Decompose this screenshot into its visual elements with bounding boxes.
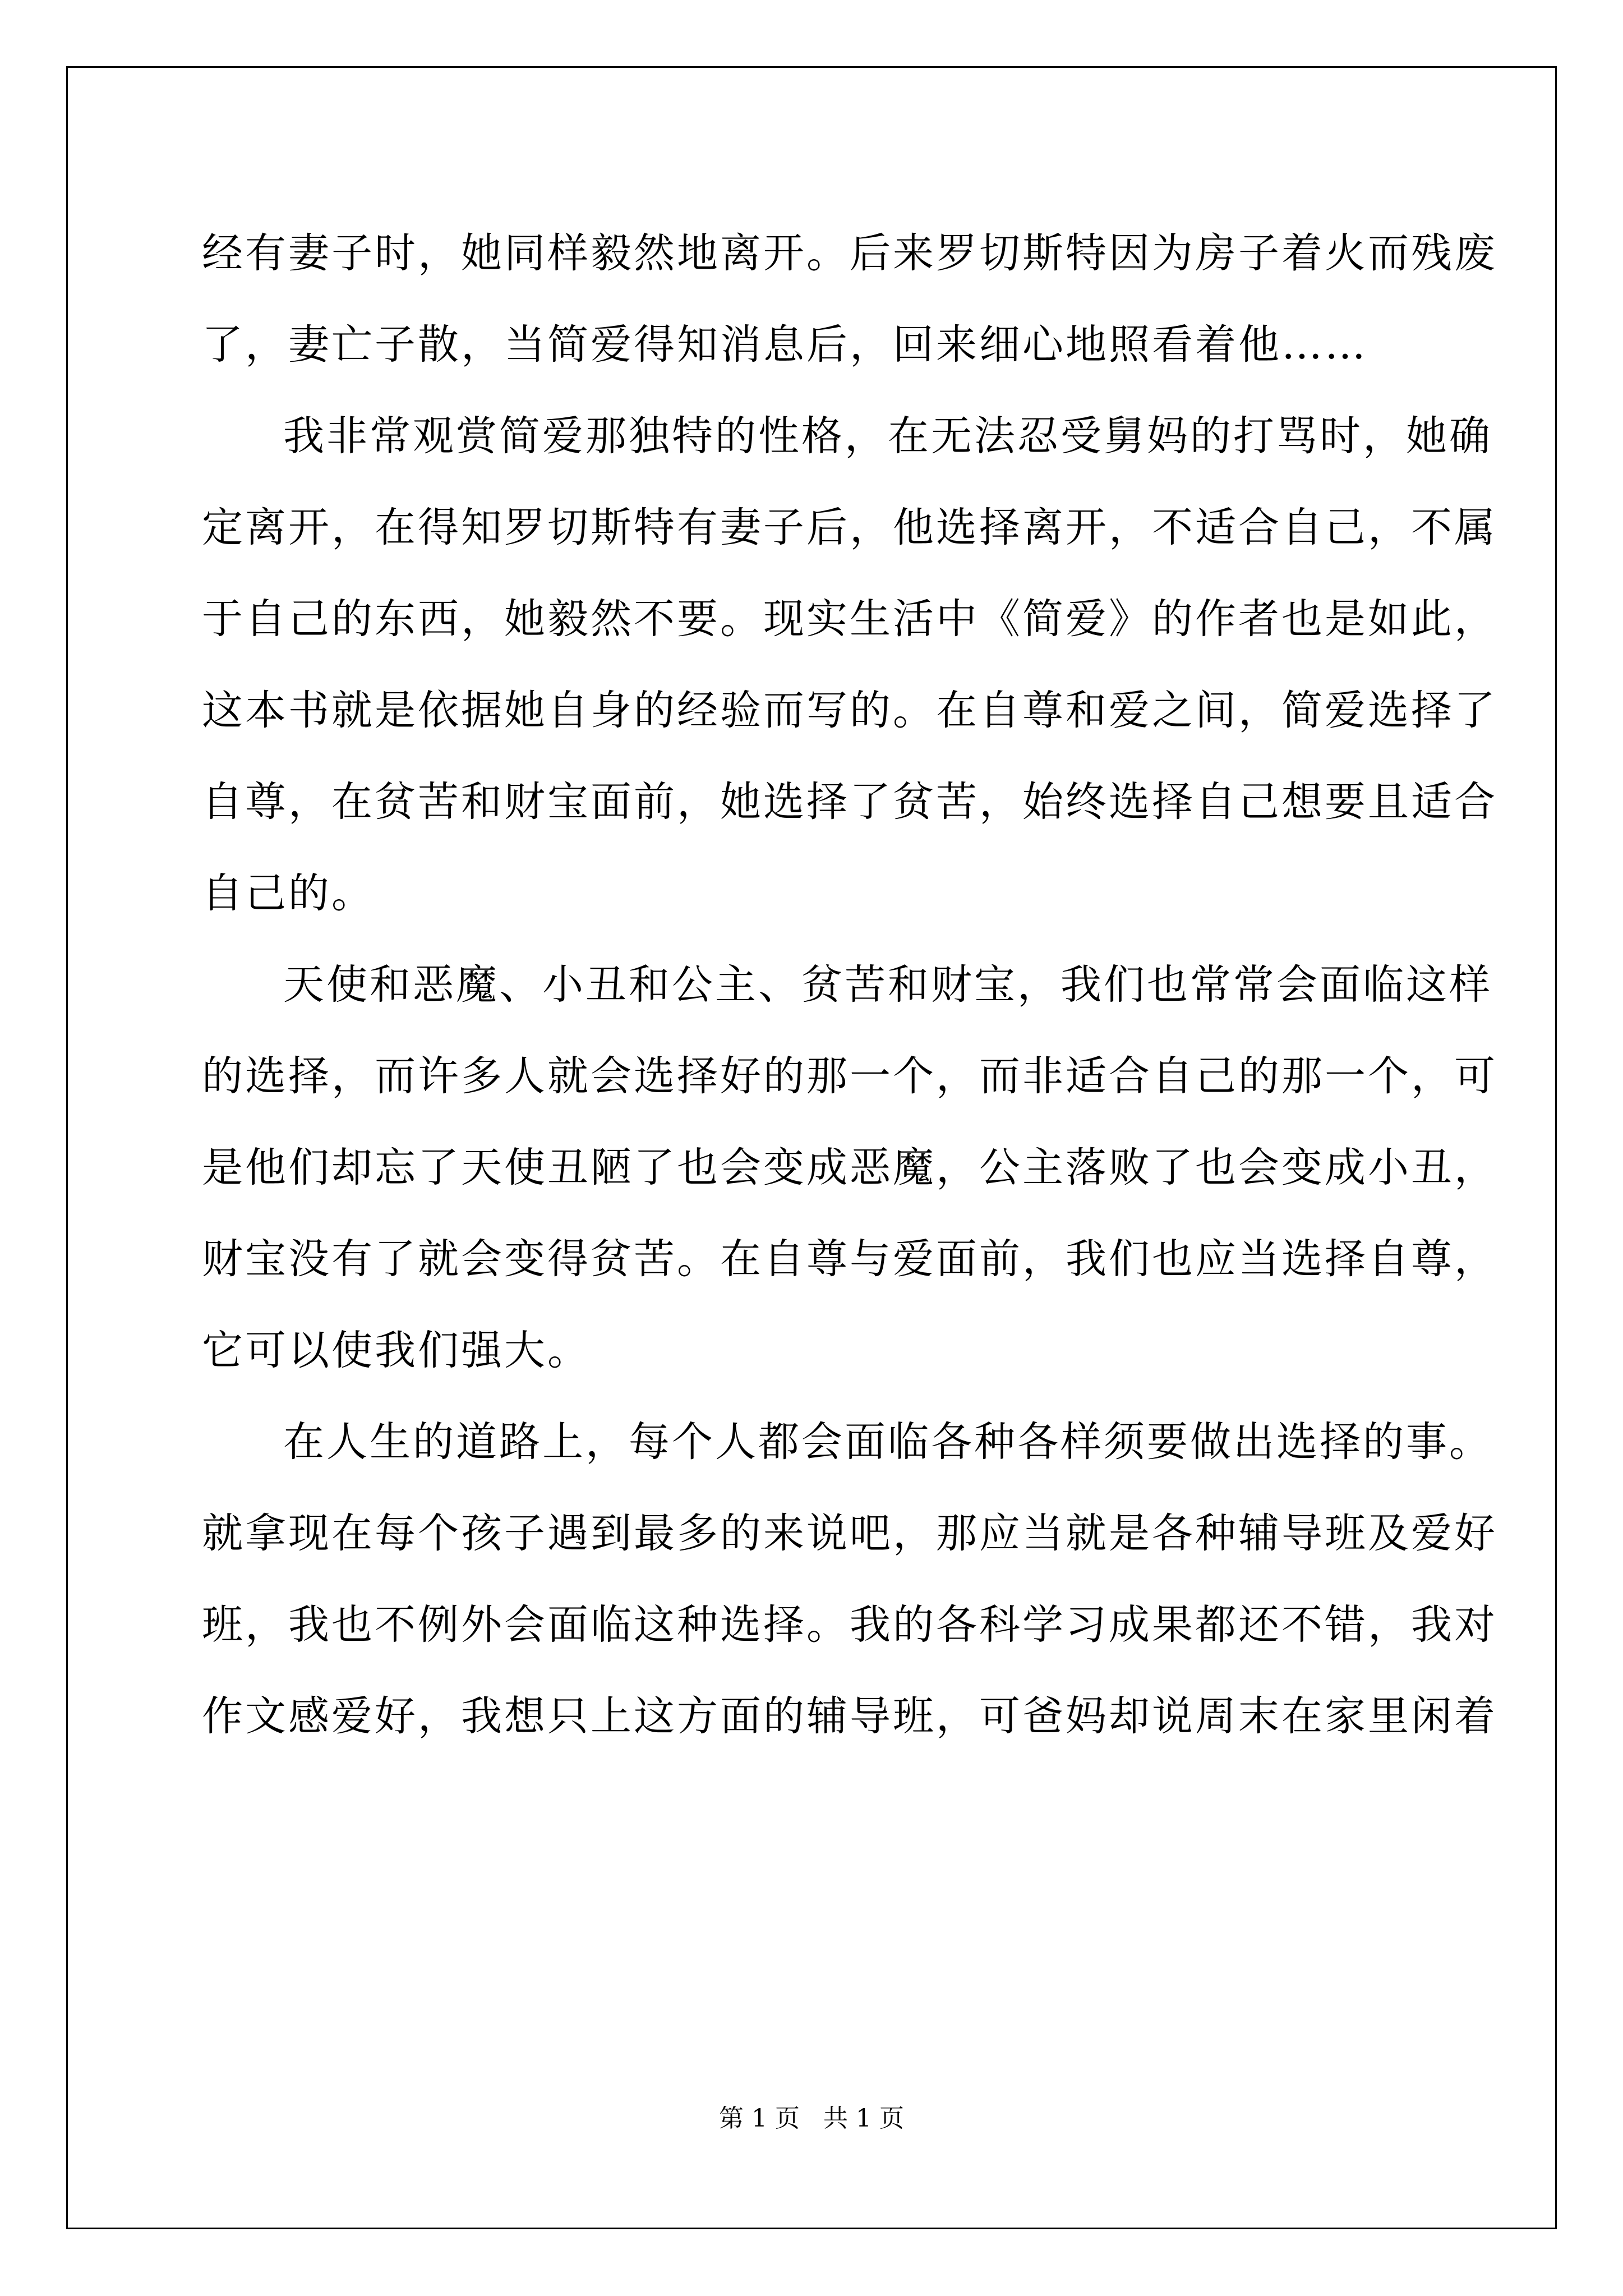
text-line: 作文感爱好，我想只上这方面的辅导班，可爸妈却说周末在家里闲着 [202,1692,1497,1740]
text-line: 的选择，而许多人就会选择好的那一个，而非适合自己的那一个，可 [202,1052,1497,1100]
text-line: 它可以使我们强大。 [202,1327,591,1374]
text-line: 是他们却忘了天使丑陋了也会变成恶魔，公主落败了也会变成小丑， [202,1144,1497,1191]
text-line: 自己的。 [202,869,375,917]
paragraph-start-line: 我非常观赏简爱那独特的性格，在无法忍受舅妈的打骂时，她确 [283,412,1492,460]
total-pages: 共 1 页 [823,2104,904,2133]
page-footer [0,2098,1623,2134]
paragraph-start-line: 天使和恶魔、小丑和公主、贫苦和财宝，我们也常常会面临这样 [283,961,1492,1009]
text-line: 自尊，在贫苦和财宝面前，她选择了贫苦，始终选择自己想要且适合 [202,778,1497,826]
text-line: 财宝没有了就会变得贫苦。在自尊与爱面前，我们也应当选择自尊， [202,1235,1497,1283]
text-line: 经有妻子时，她同样毅然地离开。后来罗切斯特因为房子着火而残废 [202,229,1497,277]
document-body [202,208,1497,1762]
paragraph-start-line: 在人生的道路上，每个人都会面临各种各样须要做出选择的事。 [283,1418,1492,1466]
text-line: 了，妻亡子散，当简爱得知消息后，回来细心地照看着他…… [202,321,1368,369]
text-line: 于自己的东西，她毅然不要。现实生活中《简爱》的作者也是如此， [202,595,1497,643]
text-line: 班，我也不例外会面临这种选择。我的各科学习成果都还不错，我对 [202,1601,1497,1649]
page-number: 第 1 页 [719,2104,800,2133]
text-line: 就拿现在每个孩子遇到最多的来说吧，那应当就是各种辅导班及爱好 [202,1510,1497,1557]
text-line: 定离开，在得知罗切斯特有妻子后，他选择离开，不适合自己，不属 [202,504,1497,551]
text-line: 这本书就是依据她自身的经验而写的。在自尊和爱之间，简爱选择了 [202,687,1497,734]
